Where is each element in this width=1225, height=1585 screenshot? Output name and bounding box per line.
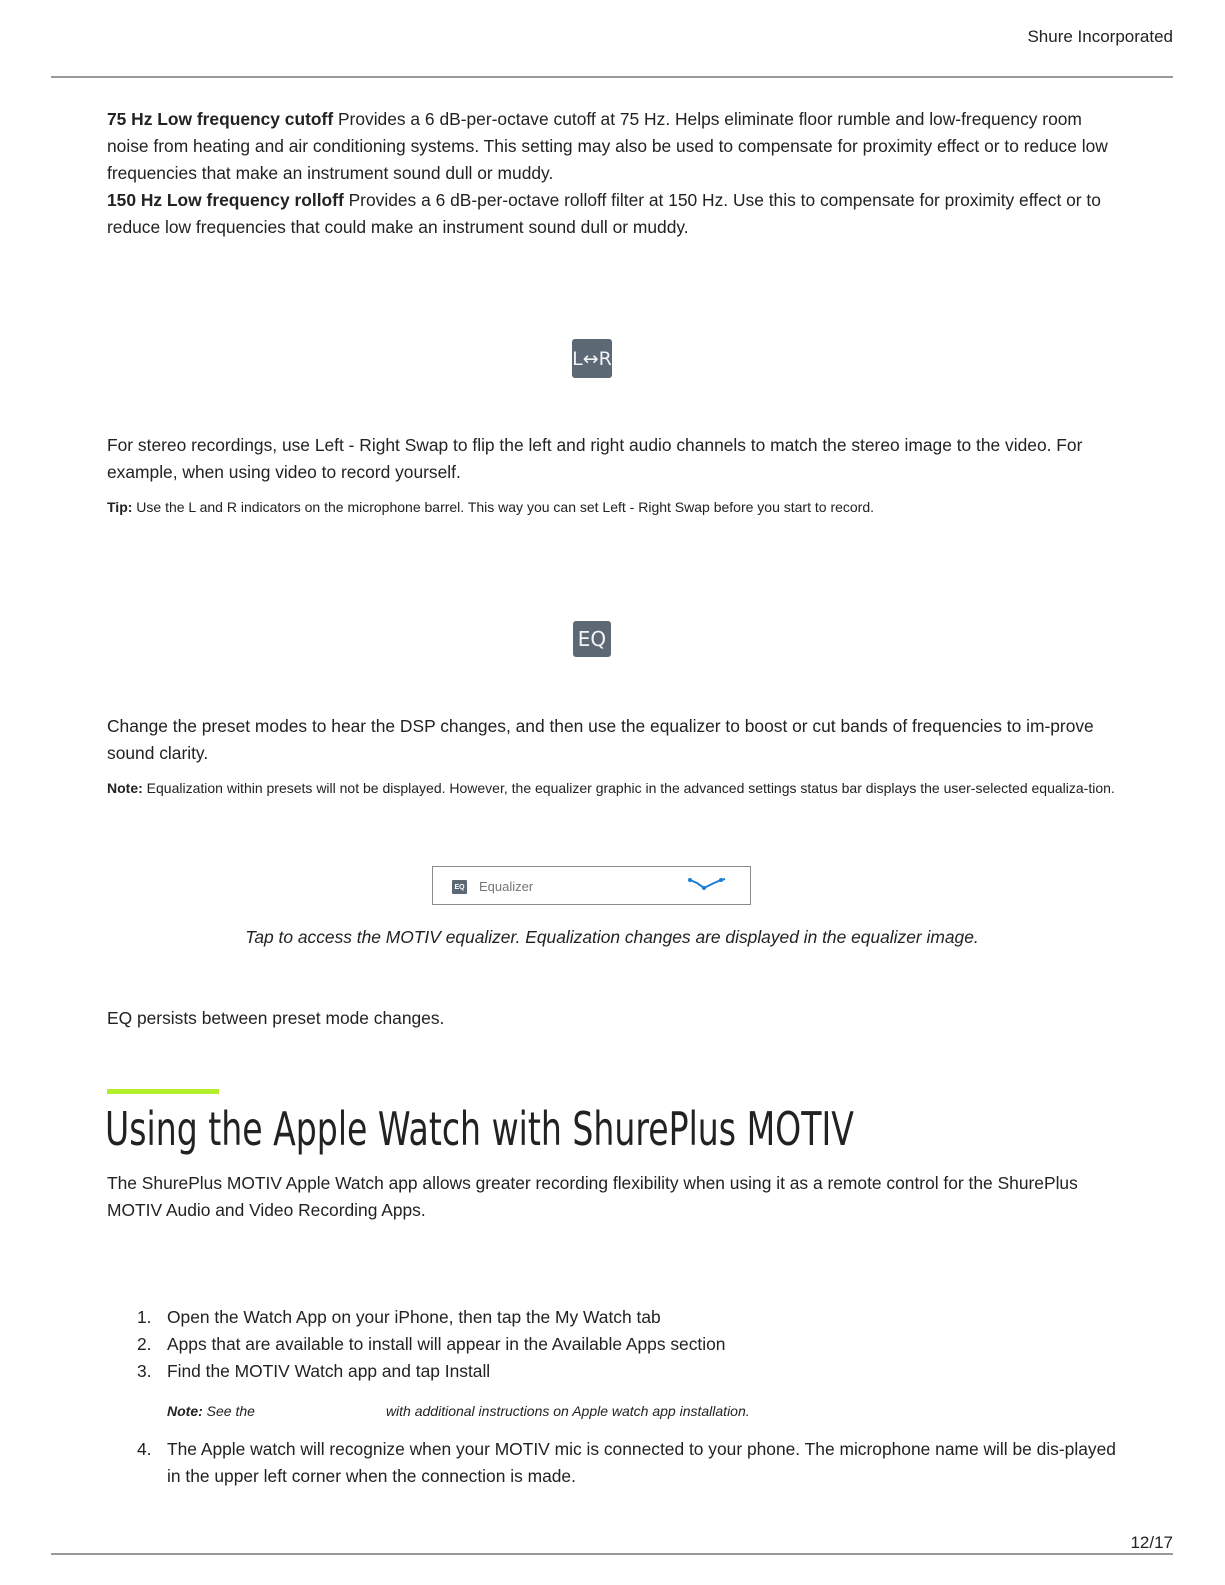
- step-text: The Apple watch will recognize when your MOTIV mic is connected to your phone. The microphone name will be dis-played in the upper left corner when the connection is made.: [167, 1439, 1116, 1486]
- cutoff-paragraph: [107, 106, 1117, 187]
- note-label: Note:: [167, 1403, 203, 1419]
- tip-text: Use the L and R indicators on the microphone barrel. This way you can set Left - Right Swap before you start to record.: [132, 499, 875, 515]
- page-number: 12/17: [1130, 1533, 1173, 1552]
- step-number: 3.: [137, 1361, 152, 1381]
- cutoff-text: Provides a 6 dB-per-octave cutoff at 75 Hz. Helps eliminate floor rumble and low-frequency room noise from heating and air conditioning systems. This setting may also be used to compensate for proximity effect or to reduce low frequencies that make an instrument sound dull or muddy.: [107, 109, 1108, 183]
- header-divider: [51, 76, 1173, 78]
- step-number: 4.: [137, 1439, 152, 1459]
- step-number: 1.: [137, 1307, 152, 1327]
- eq-persist-section: [107, 1005, 1117, 1032]
- cutoff-term: 75 Hz Low frequency cutoff: [107, 109, 334, 129]
- tip-label: Tip:: [107, 499, 133, 515]
- eq-section: [107, 713, 1117, 799]
- list-item: [107, 1358, 1117, 1385]
- step-text: Find the MOTIV Watch app and tap Install: [167, 1361, 491, 1381]
- equalizer-caption: Tap to access the MOTIV equalizer. Equalization changes are displayed in the equalizer image.: [245, 927, 979, 947]
- equalizer-status-bar[interactable]: [432, 866, 751, 905]
- swap-section: [107, 432, 1117, 518]
- note-pre: See the: [202, 1403, 255, 1419]
- section-accent-bar: [107, 1089, 219, 1094]
- left-right-swap-icon: L↔R: [572, 339, 612, 378]
- equalizer-curve-icon: [688, 875, 730, 893]
- watch-intro-section: [107, 1170, 1117, 1224]
- section-title: Using the Apple Watch with ShurePlus MOTIV: [105, 1102, 854, 1156]
- watch-install-note: [167, 1400, 750, 1422]
- swap-description: For stereo recordings, use Left - Right Swap to flip the left and right audio channels to match the stereo image to the video. For example, when using video to record yourself.: [107, 435, 1083, 482]
- list-item: [107, 1304, 1117, 1331]
- equalizer-label: Equalizer: [479, 879, 534, 894]
- rolloff-text: Provides a 6 dB-per-octave rolloff filter at 150 Hz. Use this to compensate for proximity effect or to reduce low frequencies that could make an instrument sound dull or muddy.: [107, 190, 1101, 237]
- step-number: 2.: [137, 1334, 152, 1354]
- eq-note: [107, 777, 1117, 799]
- install-steps-list: [107, 1304, 1117, 1385]
- watch-intro: The ShurePlus MOTIV Apple Watch app allows greater recording flexibility when using it as a remote control for the ShurePlus MOTIV Audio and Video Recording Apps.: [107, 1173, 1078, 1220]
- rolloff-term: 150 Hz Low frequency rolloff: [107, 190, 344, 210]
- filter-descriptions: [107, 106, 1117, 241]
- rolloff-paragraph: [107, 187, 1117, 241]
- note-text: Equalization within presets will not be displayed. However, the equalizer graphic in the advanced settings status bar displays the user-selected equaliza-tion.: [142, 780, 1115, 796]
- swap-tip: [107, 496, 1117, 518]
- footer-divider: [51, 1553, 1173, 1555]
- note-label: Note:: [107, 780, 143, 796]
- list-item: [107, 1331, 1117, 1358]
- company-name: Shure Incorporated: [1027, 27, 1173, 46]
- note-post: with additional instructions on Apple watch app installation.: [385, 1403, 750, 1419]
- list-item: [107, 1436, 1117, 1490]
- step-text: Apps that are available to install will appear in the Available Apps section: [167, 1334, 726, 1354]
- equalizer-icon: EQ: [573, 621, 611, 657]
- eq-description: Change the preset modes to hear the DSP changes, and then use the equalizer to boost or cut bands of frequencies to im-prove sound clarity.: [107, 716, 1094, 763]
- step-text: Open the Watch App on your iPhone, then tap the My Watch tab: [167, 1307, 661, 1327]
- install-steps-list-continued: [107, 1436, 1117, 1490]
- eq-bar-icon: EQ: [452, 880, 467, 894]
- eq-persist-text: EQ persists between preset mode changes.: [107, 1008, 445, 1028]
